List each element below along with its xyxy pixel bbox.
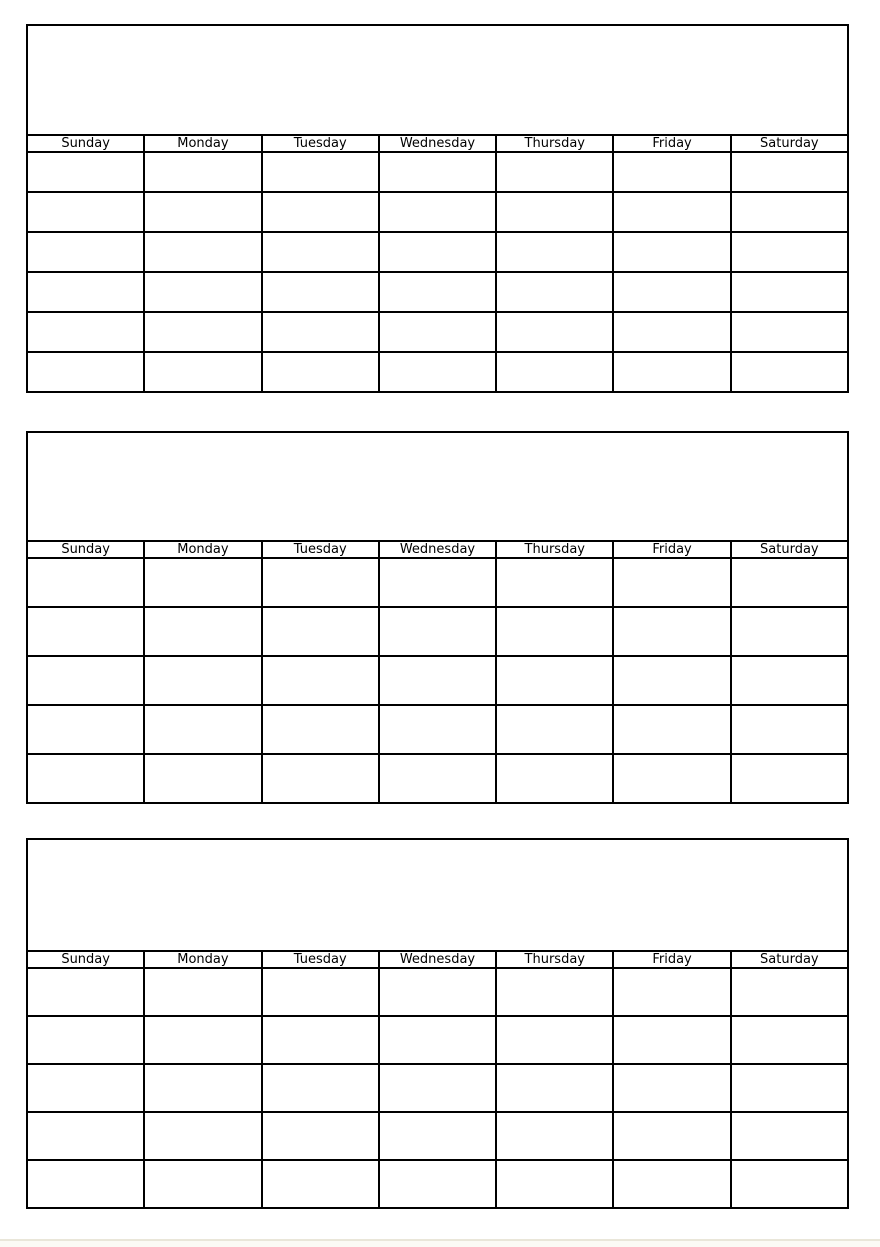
day-cell <box>613 754 730 803</box>
calendar-block-2 <box>26 431 849 804</box>
day-cell <box>379 272 496 312</box>
day-cell <box>144 152 261 192</box>
day-cell <box>262 152 379 192</box>
day-header-row <box>27 541 848 558</box>
day-cell <box>496 607 613 656</box>
day-cell <box>144 754 261 803</box>
day-header-tuesday: Tuesday <box>262 135 379 152</box>
week-row <box>27 232 848 272</box>
day-cell <box>613 1064 730 1112</box>
day-cell <box>731 152 848 192</box>
calendar-3-table <box>26 838 849 1209</box>
day-cell <box>613 607 730 656</box>
day-cell <box>496 558 613 607</box>
day-cell <box>613 352 730 392</box>
day-cell <box>379 352 496 392</box>
day-cell <box>731 272 848 312</box>
day-cell <box>731 968 848 1016</box>
day-cell <box>262 1064 379 1112</box>
day-header-monday: Monday <box>144 951 261 968</box>
day-cell <box>496 705 613 754</box>
day-header-wednesday: Wednesday <box>379 541 496 558</box>
week-row <box>27 705 848 754</box>
day-cell <box>731 1064 848 1112</box>
month-title-box <box>27 432 848 541</box>
day-cell <box>262 272 379 312</box>
day-cell <box>27 607 144 656</box>
calendar-block-1 <box>26 24 849 393</box>
day-cell <box>731 754 848 803</box>
day-cell <box>731 232 848 272</box>
day-cell <box>496 272 613 312</box>
week-row <box>27 656 848 705</box>
day-cell <box>379 232 496 272</box>
day-cell <box>262 754 379 803</box>
week-row <box>27 272 848 312</box>
day-cell <box>496 1064 613 1112</box>
day-cell <box>613 656 730 705</box>
day-header-tuesday: Tuesday <box>262 951 379 968</box>
day-cell <box>144 1064 261 1112</box>
day-cell <box>613 232 730 272</box>
day-cell <box>27 352 144 392</box>
day-cell <box>496 1160 613 1208</box>
day-cell <box>262 352 379 392</box>
day-cell <box>262 705 379 754</box>
day-cell <box>731 1160 848 1208</box>
day-cell <box>379 1160 496 1208</box>
day-header-saturday: Saturday <box>731 951 848 968</box>
day-cell <box>262 968 379 1016</box>
day-cell <box>262 1016 379 1064</box>
day-cell <box>613 192 730 232</box>
day-cell <box>144 232 261 272</box>
day-cell <box>144 607 261 656</box>
day-cell <box>379 705 496 754</box>
day-cell <box>144 558 261 607</box>
day-cell <box>262 312 379 352</box>
day-cell <box>144 705 261 754</box>
day-header-saturday: Saturday <box>731 541 848 558</box>
day-cell <box>496 656 613 705</box>
day-cell <box>144 312 261 352</box>
day-cell <box>731 705 848 754</box>
day-cell <box>731 607 848 656</box>
day-header-tuesday: Tuesday <box>262 541 379 558</box>
day-cell <box>379 754 496 803</box>
month-title-row <box>27 25 848 135</box>
day-header-thursday: Thursday <box>496 541 613 558</box>
day-cell <box>613 312 730 352</box>
day-cell <box>144 968 261 1016</box>
week-row <box>27 558 848 607</box>
week-row <box>27 1016 848 1064</box>
day-cell <box>731 1016 848 1064</box>
page-bottom-divider <box>0 1239 880 1247</box>
day-cell <box>731 1112 848 1160</box>
day-cell <box>496 1112 613 1160</box>
day-cell <box>144 1016 261 1064</box>
week-row <box>27 192 848 232</box>
day-cell <box>379 558 496 607</box>
day-cell <box>27 558 144 607</box>
day-header-friday: Friday <box>613 951 730 968</box>
day-cell <box>27 152 144 192</box>
day-cell <box>144 272 261 312</box>
day-header-wednesday: Wednesday <box>379 135 496 152</box>
day-cell <box>262 232 379 272</box>
day-cell <box>496 968 613 1016</box>
calendar-block-3 <box>26 838 849 1209</box>
day-cell <box>27 705 144 754</box>
day-cell <box>731 312 848 352</box>
month-title-row <box>27 432 848 541</box>
day-cell <box>496 152 613 192</box>
day-cell <box>379 1016 496 1064</box>
day-cell <box>731 656 848 705</box>
day-cell <box>496 352 613 392</box>
day-cell <box>262 558 379 607</box>
day-cell <box>379 968 496 1016</box>
day-cell <box>262 1160 379 1208</box>
day-header-monday: Monday <box>144 541 261 558</box>
day-cell <box>613 272 730 312</box>
day-header-row <box>27 135 848 152</box>
day-cell <box>144 192 261 232</box>
month-title-box <box>27 839 848 951</box>
day-cell <box>144 352 261 392</box>
day-cell <box>262 656 379 705</box>
day-cell <box>27 232 144 272</box>
week-row <box>27 1064 848 1112</box>
day-cell <box>144 1112 261 1160</box>
day-header-thursday: Thursday <box>496 135 613 152</box>
day-header-friday: Friday <box>613 541 730 558</box>
day-cell <box>496 192 613 232</box>
day-cell <box>379 1064 496 1112</box>
day-cell <box>27 312 144 352</box>
month-title-box <box>27 25 848 135</box>
day-cell <box>731 558 848 607</box>
day-cell <box>144 656 261 705</box>
day-cell <box>731 352 848 392</box>
day-cell <box>613 558 730 607</box>
week-row <box>27 754 848 803</box>
day-cell <box>27 656 144 705</box>
day-cell <box>379 192 496 232</box>
day-cell <box>27 754 144 803</box>
day-cell <box>27 968 144 1016</box>
day-cell <box>27 1064 144 1112</box>
day-header-thursday: Thursday <box>496 951 613 968</box>
day-header-row <box>27 951 848 968</box>
day-cell <box>496 1016 613 1064</box>
week-row <box>27 1112 848 1160</box>
day-cell <box>496 232 613 272</box>
calendar-1-table <box>26 24 849 393</box>
day-cell <box>731 192 848 232</box>
week-row <box>27 352 848 392</box>
day-cell <box>27 192 144 232</box>
day-cell <box>613 1160 730 1208</box>
day-cell <box>496 754 613 803</box>
week-row <box>27 1160 848 1208</box>
day-cell <box>613 1112 730 1160</box>
day-cell <box>379 607 496 656</box>
day-cell <box>613 1016 730 1064</box>
day-cell <box>613 705 730 754</box>
day-header-friday: Friday <box>613 135 730 152</box>
day-cell <box>27 1016 144 1064</box>
day-cell <box>144 1160 261 1208</box>
day-cell <box>27 272 144 312</box>
month-title-row <box>27 839 848 951</box>
day-cell <box>262 607 379 656</box>
day-header-sunday: Sunday <box>27 541 144 558</box>
day-cell <box>379 312 496 352</box>
week-row <box>27 312 848 352</box>
day-header-saturday: Saturday <box>731 135 848 152</box>
week-row <box>27 152 848 192</box>
day-cell <box>379 1112 496 1160</box>
day-cell <box>379 656 496 705</box>
day-cell <box>379 152 496 192</box>
day-cell <box>262 1112 379 1160</box>
day-header-sunday: Sunday <box>27 951 144 968</box>
calendar-2-table <box>26 431 849 804</box>
day-cell <box>613 968 730 1016</box>
day-cell <box>496 312 613 352</box>
day-cell <box>262 192 379 232</box>
day-cell <box>27 1160 144 1208</box>
day-header-wednesday: Wednesday <box>379 951 496 968</box>
day-header-sunday: Sunday <box>27 135 144 152</box>
day-header-monday: Monday <box>144 135 261 152</box>
day-cell <box>613 152 730 192</box>
day-cell <box>27 1112 144 1160</box>
week-row <box>27 607 848 656</box>
week-row <box>27 968 848 1016</box>
